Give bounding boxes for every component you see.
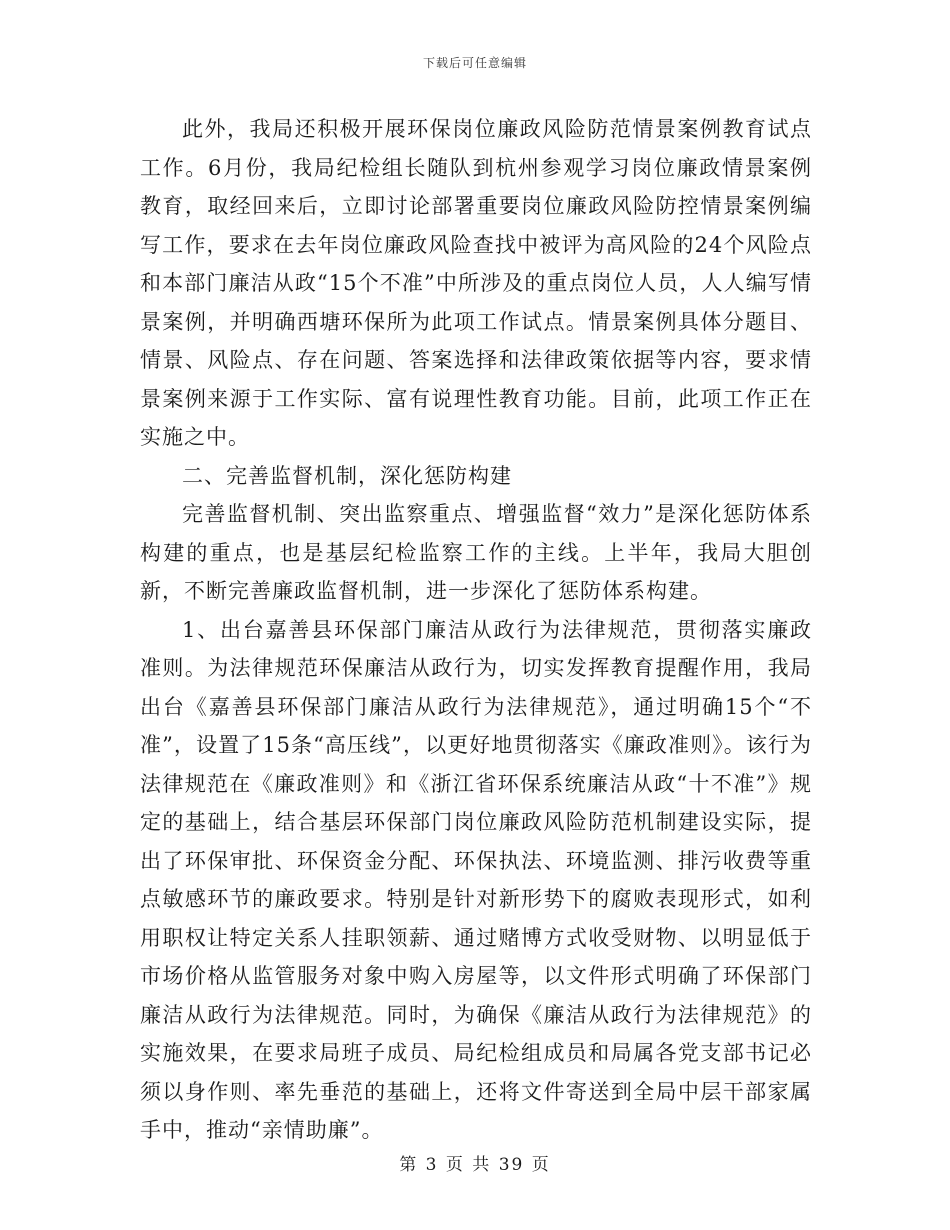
paragraph-conduct-norms: 1、出台嘉善县环保部门廉洁从政行为法律规范，贯彻落实廉政准则。为法律规范环保廉洁从政行为，切实发挥教育提醒作用，我局出台《嘉善县环保部门廉洁从政行为法律规范》，通过明确15个“不准”，设置了15条“高压线”，以更好地贯彻落实《廉政准则》。该行为法律规范在《廉政准则》和《浙江省环保系统廉洁从政“十不准”》规定的基础上，结合基层环保部门岗位廉政风险防范机制建设实际，提出了环保审批、环保资金分配、环保执法、环境监测、排污收费等重点敏感环节的廉政要求。特别是针对新形势下的腐败表现形式，如利用职权让特定关系人挂职领薪、通过赌博方式收受财物、以明显低于市场价格从监管服务对象中购入房屋等，以文件形式明确了环保部门廉洁从政行为法律规范。同时，为确保《廉洁从政行为法律规范》的实施效果，在要求局班子成员、局纪检组成员和局属各党支部书记必须以身作则、率先垂范的基础上，还将文件寄送到全局中层干部家属手中，推动“亲情助廉”。 <box>140 617 812 1142</box>
paragraph-pilot-education: 此外，我局还积极开展环保岗位廉政风险防范情景案例教育试点工作。6月份，我局纪检组长随队到杭州参观学习岗位廉政情景案例教育，取经回来后，立即讨论部署重要岗位廉政风险防控情景案例编写工作，要求在去年岗位廉政风险查找中被评为高风险的24个风险点和本部门廉洁从政“15个不准”中所涉及的重点岗位人员，人人编写情景案例，并明确西塘环保所为此项工作试点。情景案例具体分题目、情景、风险点、存在问题、答案选择和法律政策依据等内容，要求情景案例来源于工作实际、富有说理性教育功能。目前，此项工作正在实施之中。 <box>140 117 812 449</box>
paragraph-supervision-mechanism: 完善监督机制、突出监察重点、增强监督“效力”是深化惩防体系构建的重点，也是基层纪检监察工作的主线。上半年，我局大胆创新，不断完善廉政监督机制，进一步深化了惩防体系构建。 <box>140 502 812 603</box>
page-header: 下载后可任意编辑 <box>422 56 527 70</box>
page-footer: 第 3 页 共 39 页 <box>399 1155 551 1175</box>
document-body <box>140 110 812 1150</box>
section-heading: 二、完善监督机制，深化惩防构建 <box>182 463 512 488</box>
